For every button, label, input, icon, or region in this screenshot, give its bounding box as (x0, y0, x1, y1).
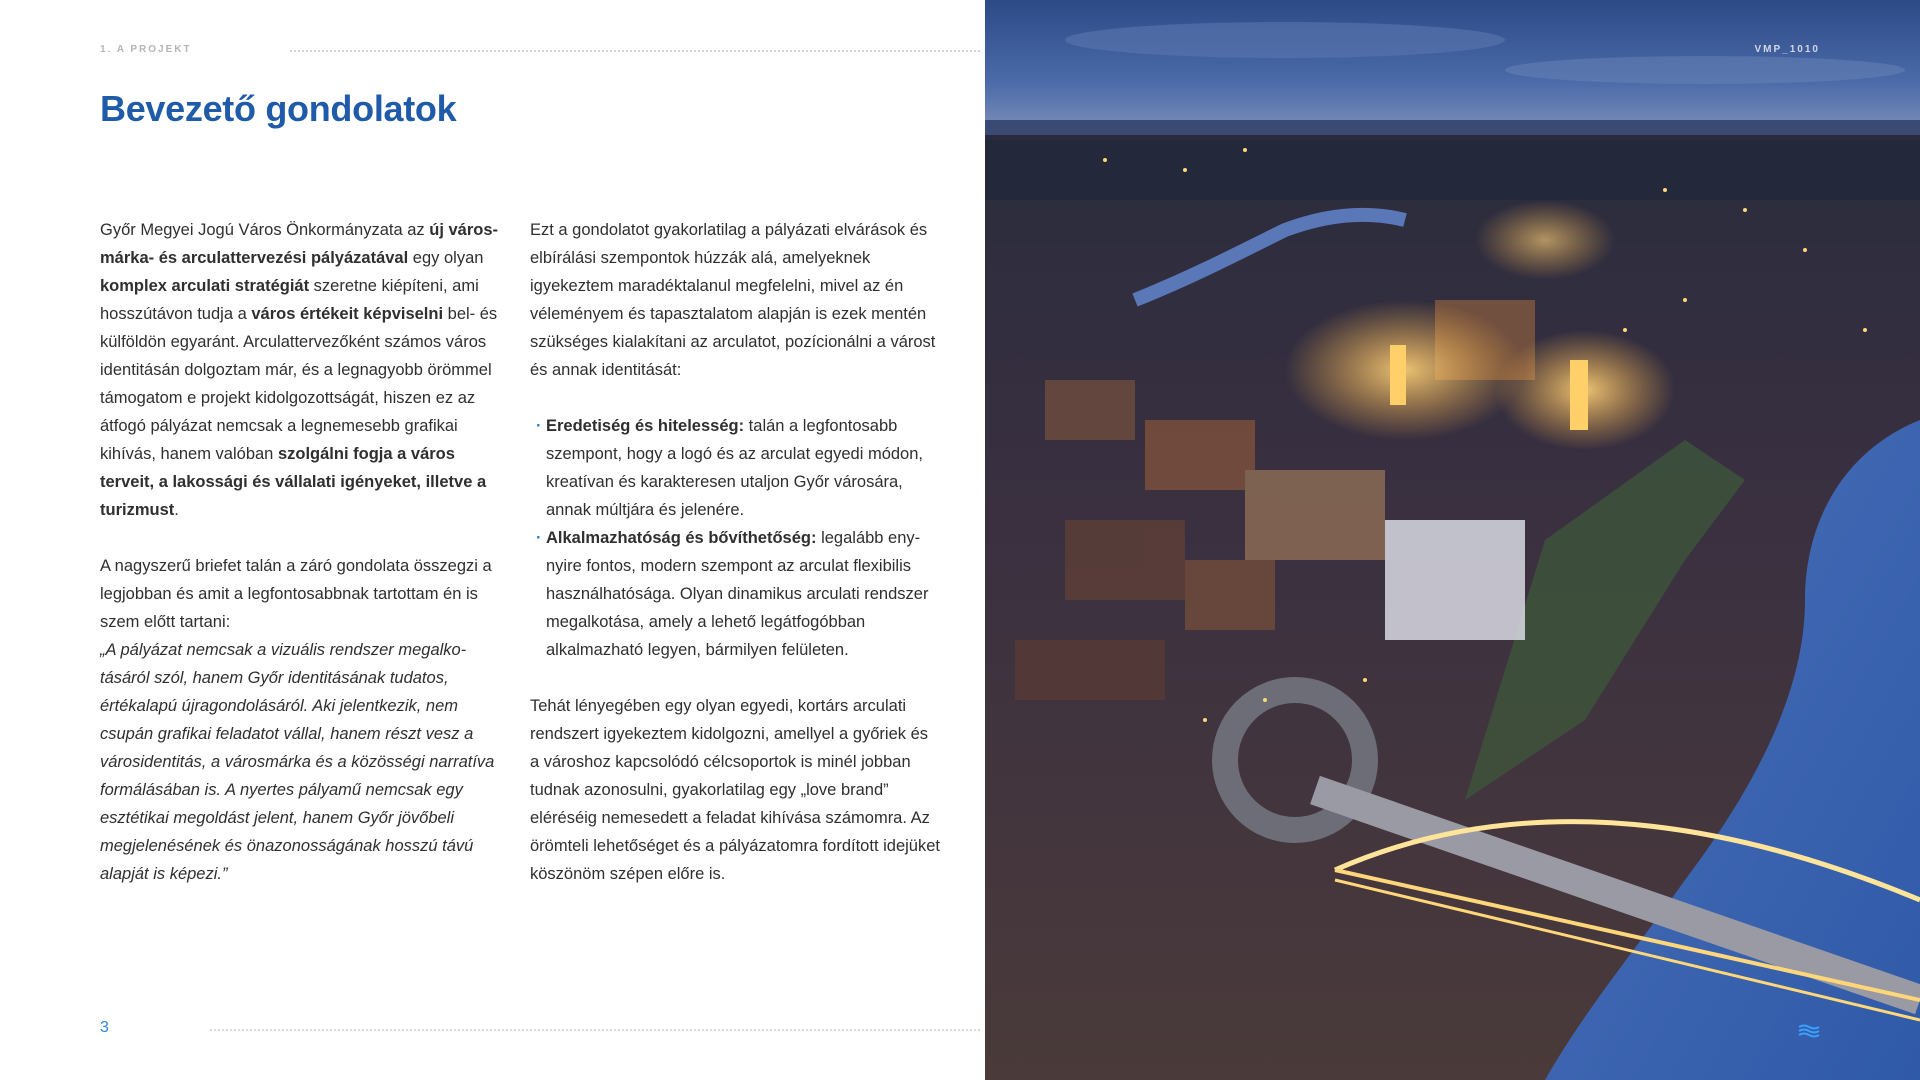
closing-paragraph: Tehát lényegében egy olyan egyedi, kortárs arculati rendszert igyekeztem kidolgozni, amellyel a győriek és a városhoz kapcsolódó célcsoportok is minél jobban tudnak azonosulni, gyakorlatilag egy „love brand” eléréséig nemesedett a feladat kihívása számomra. Az örömteli lehetőséget és a pályázatomra fordított idejüket köszönöm szépen előre is. (530, 697, 940, 883)
bullet-dot: · (536, 417, 542, 435)
list-item (530, 412, 940, 524)
criterion-text: legalább enynyire fontos, modern szempont az arculat flexibilis használhatósága. Olyan dinamikus arculati rendszer megalkotása, amely a lehető legátfogóbban alkalmazható legyen, bármilyen felületen. (546, 529, 929, 659)
criteria-list (530, 412, 940, 664)
criterion-title: Alkalmazhatóság és bővíthetőség: (546, 529, 817, 547)
bullet-dot: · (536, 529, 542, 547)
body-text: . (174, 501, 179, 519)
document-code: VMP_1010 (1754, 44, 1820, 55)
body-text: egy olyan (408, 249, 484, 267)
brand-wave-icon (1798, 1024, 1820, 1038)
criterion-text: talán a legfontosabb szempont, hogy a logó és az arculat egyedi módon, kreatívan és karakteresen utaljon Győr városára, annak múltjára és jelenére. (546, 417, 923, 519)
brief-quote: „A pályázat nemcsak a vizuális rendszer megalkotásáról szól, hanem Győr identitásának tudatos, értékalapú újragondolásáról. Aki jelentkezik, nem csupán grafikai feladatot vállal, hanem részt vesz a városidentitás, a városmárka és a közösségi narratíva formálásában is. A nyertes pályamű nemcsak egy esztétikai megoldást jelent, hanem Győr jövőbeli megjelenésének és önazonosságának hosszú távú alapját is képezi.” (100, 641, 495, 883)
aerial-night-city-illustration (985, 0, 1920, 1080)
page-number: 3 (100, 1019, 109, 1036)
city-photo (985, 0, 1920, 1080)
section-label: 1. A PROJEKT (100, 44, 192, 55)
text-column-right (530, 216, 940, 888)
emphasis-text: komplex arculati stratégiát (100, 277, 310, 295)
body-text: Győr Megyei Jogú Város Önkormányzata az (100, 221, 430, 239)
criterion-title: Eredetiség és hitelesség: (546, 417, 745, 435)
body-text: szeretne kiépíteni, ami hosszútávon tudja a (100, 277, 479, 323)
emphasis-text: szolgálni fogja a város terveit, a lakossági és vállalati igényeket, illetve a turizmust (100, 445, 487, 519)
criteria-paragraph: Ezt a gondolatot gyakorlatilag a pályázati elvárások és elbírálási szempontok húzzák alá, amelyeknek igyekeztem maradéktalanul megfelelni, mivel az én véleményem és tapasztalatom alapján is ezek mentén szükséges kialakítani az arculatot, pozícionálni a várost és annak identitását: (530, 221, 936, 379)
intro-paragraph (100, 216, 498, 524)
page-title: Bevezető gondolatok (100, 88, 457, 129)
brief-paragraph: A nagyszerű briefet talán a záró gondolata összegzi a legjobban és amit a legfontosabbnak tartottam én is szem előtt tartani: (100, 557, 492, 631)
header-dotted-rule (290, 50, 980, 52)
emphasis-text: város értékeit képviselni (251, 305, 444, 323)
list-item (530, 524, 940, 664)
footer-dotted-rule (210, 1029, 980, 1031)
body-text: bel- és külföldön egyaránt. Arculattervezőként számos város identitásán dolgoztam már, és a legnagyobb örömmel támogatom e projekt kidolgozottságát, hiszen ez az átfogó pályázat nemcsak a legnemesebb grafikai kihívás, hanem valóban (100, 305, 498, 463)
emphasis-text: új városmárka- és arculattervezési pályázatával (100, 221, 499, 267)
text-column-left (100, 216, 498, 888)
